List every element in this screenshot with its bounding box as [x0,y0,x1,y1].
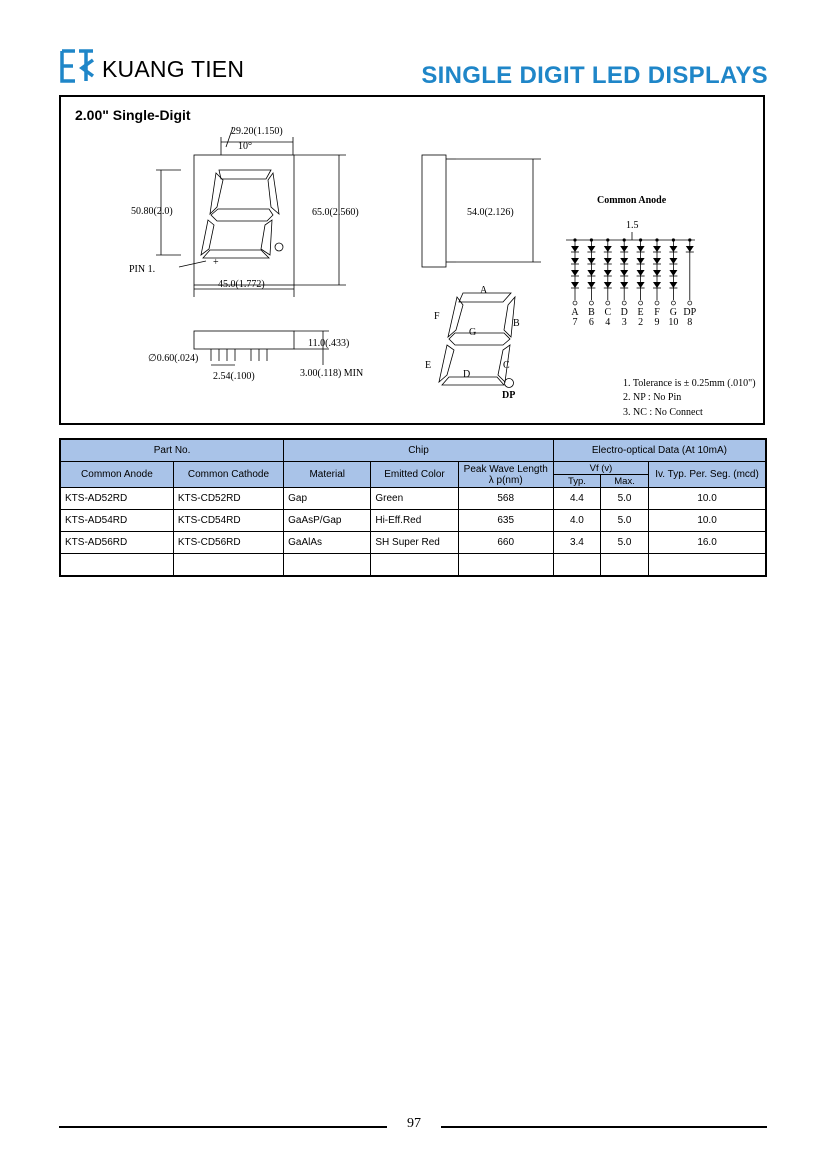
cell-typ: 4.0 [553,510,600,532]
col-iv: Iv. Typ. Per. Seg. (mcd) [649,462,766,488]
seg-dp-label: DP [502,390,516,401]
brand-name: KUANG TIEN [102,56,245,82]
col-vf: Vf (v) [553,462,648,475]
pin1-label: PIN 1. [129,264,156,275]
circuit-segment-label: C [604,307,612,318]
col-material: Material [284,462,371,488]
cell-wave: 568 [458,488,553,510]
col-peak-wave-line2: λ p(nm) [488,474,523,486]
terminal-icon [622,301,626,305]
circuit-pin-number: 6 [588,317,594,328]
circuit-pin-number: 4 [605,317,611,328]
cell-max: 5.0 [600,532,648,554]
diode-icon [620,270,628,276]
circuit-segment-label: F [654,307,660,318]
terminal-icon [573,301,577,305]
diode-icon [686,246,694,252]
terminal-icon [688,301,692,305]
section-title: 2.00" Single-Digit [75,107,191,123]
cell-color: SH Super Red [371,532,458,554]
group-electro: Electro-optical Data (At 10mA) [553,439,766,462]
cell-anode: KTS-AD52RD [60,488,173,510]
circuit-segment-label: DP [683,307,697,318]
col-peak-wave-line1: Peak Wave Length [463,463,548,475]
note-3: 3. NC : No Connect [623,407,703,418]
col-common-anode: Common Anode [60,462,173,488]
diode-icon [653,282,661,288]
dim-depth: 54.0(2.126) [467,207,514,218]
terminal-icon [606,301,610,305]
diode-icon [571,270,579,276]
dim-pin-diameter: ∅0.60(.024) [148,353,199,364]
diode-icon [571,246,579,252]
col-peak-wave [458,462,553,488]
dim-height-total: 65.0(2.560) [312,207,359,218]
cell-iv: 10.0 [649,510,766,532]
note-1: 1. Tolerance is ± 0.25mm (.010") [623,378,756,389]
circuit-pin-number: 3 [621,317,627,328]
page-number: 97 [407,1116,421,1131]
col-vf-max: Max. [600,475,648,488]
junction-dot [606,238,609,241]
front-digit-outline [201,170,279,258]
diode-icon [571,258,579,264]
diode-icon [604,282,612,288]
circuit-pin-number: 10 [668,317,679,328]
col-vf-typ: Typ. [553,475,600,488]
group-chip: Chip [284,439,554,462]
circuit-segment-label: D [620,307,628,318]
terminal-icon [589,301,593,305]
dim-pin-pitch: 2.54(.100) [213,371,255,382]
cell-typ: 4.4 [553,488,600,510]
drawing-panel [59,95,765,425]
seg-e-label: E [425,360,432,371]
circuit-title: Common Anode [597,195,667,206]
junction-dot [688,238,691,241]
diode-icon [604,270,612,276]
diode-icon [669,246,677,252]
cell-iv: 16.0 [649,532,766,554]
cell-wave: 635 [458,510,553,532]
diode-icon [653,258,661,264]
table-row [60,488,766,510]
cell-cathode: KTS-CD54RD [173,510,283,532]
circuit-segment-label: B [588,307,595,318]
diode-icon [637,270,645,276]
cell-anode: KTS-AD56RD [60,532,173,554]
cell-wave: 660 [458,532,553,554]
circuit-common-pin: 1.5 [626,220,639,231]
cell-color: Hi-Eff.Red [371,510,458,532]
table-row [60,510,766,532]
cell-cathode: KTS-CD52RD [173,488,283,510]
seg-c-label: C [503,360,510,371]
diode-icon [669,270,677,276]
cell-typ: 3.4 [553,532,600,554]
table-row [60,532,766,554]
diode-icon [637,246,645,252]
diode-icon [653,270,661,276]
junction-dot [639,238,642,241]
cell-cathode: KTS-CD56RD [173,532,283,554]
circuit-segment-label: G [669,307,678,318]
terminal-icon [671,301,675,305]
diode-icon [604,246,612,252]
dim-pin-length: 3.00(.118) MIN [300,368,364,379]
seg-f-label: F [434,311,440,322]
dim-angle: 10° [238,141,252,152]
cell-max: 5.0 [600,510,648,532]
circuit-pin-number: 7 [572,317,578,328]
diode-icon [669,258,677,264]
footer-rule-right [441,1126,767,1128]
col-emitted-color: Emitted Color [371,462,458,488]
kt-logo-icon [60,48,96,84]
note-2: 2. NP : No Pin [623,392,682,403]
circuit-pin-number: 9 [654,317,660,328]
circuit-segment-label: E [637,307,644,318]
diode-icon [637,258,645,264]
cell-material: Gap [284,488,371,510]
junction-dot [573,238,576,241]
circuit-segment-label: A [571,307,579,318]
table-row-empty [60,554,766,577]
page-title: SINGLE DIGIT LED DISPLAYS [421,62,768,89]
diode-icon [620,258,628,264]
junction-dot [655,238,658,241]
diode-icon [587,270,595,276]
circuit-pin-number: 2 [638,317,644,328]
seg-b-label: B [513,318,520,329]
diode-icon [669,282,677,288]
diode-icon [620,282,628,288]
cell-anode: KTS-AD54RD [60,510,173,532]
terminal-icon [639,301,643,305]
diode-icon [653,246,661,252]
cell-max: 5.0 [600,488,648,510]
diode-icon [571,282,579,288]
terminal-icon [655,301,659,305]
diode-icon [604,258,612,264]
cell-iv: 10.0 [649,488,766,510]
pin1-plus: + [213,257,219,268]
dim-height-digit: 50.80(2.0) [131,206,173,217]
diode-icon [587,282,595,288]
seg-a-label: A [480,285,488,296]
segment-diagram [439,293,515,385]
cell-material: GaAsP/Gap [284,510,371,532]
group-part-no: Part No. [60,439,284,462]
seg-g-label: G [469,327,477,338]
cell-color: Green [371,488,458,510]
junction-dot [623,238,626,241]
diode-icon [587,258,595,264]
junction-dot [672,238,675,241]
seg-d-label: D [463,369,471,380]
diode-icon [637,282,645,288]
mechanical-drawing [61,97,763,423]
col-common-cathode: Common Cathode [173,462,283,488]
footer-rule-left [59,1126,387,1128]
dim-width-top: 29.20(1.150) [231,126,283,137]
dim-width-total: 45.0(1.772) [218,279,265,290]
junction-dot [590,238,593,241]
diode-icon [587,246,595,252]
common-anode-circuit [571,238,694,305]
cell-material: GaAlAs [284,532,371,554]
specs-table [59,438,767,577]
diode-icon [620,246,628,252]
dim-bottom-height: 11.0(.433) [308,338,350,349]
circuit-pin-number: 8 [687,317,693,328]
